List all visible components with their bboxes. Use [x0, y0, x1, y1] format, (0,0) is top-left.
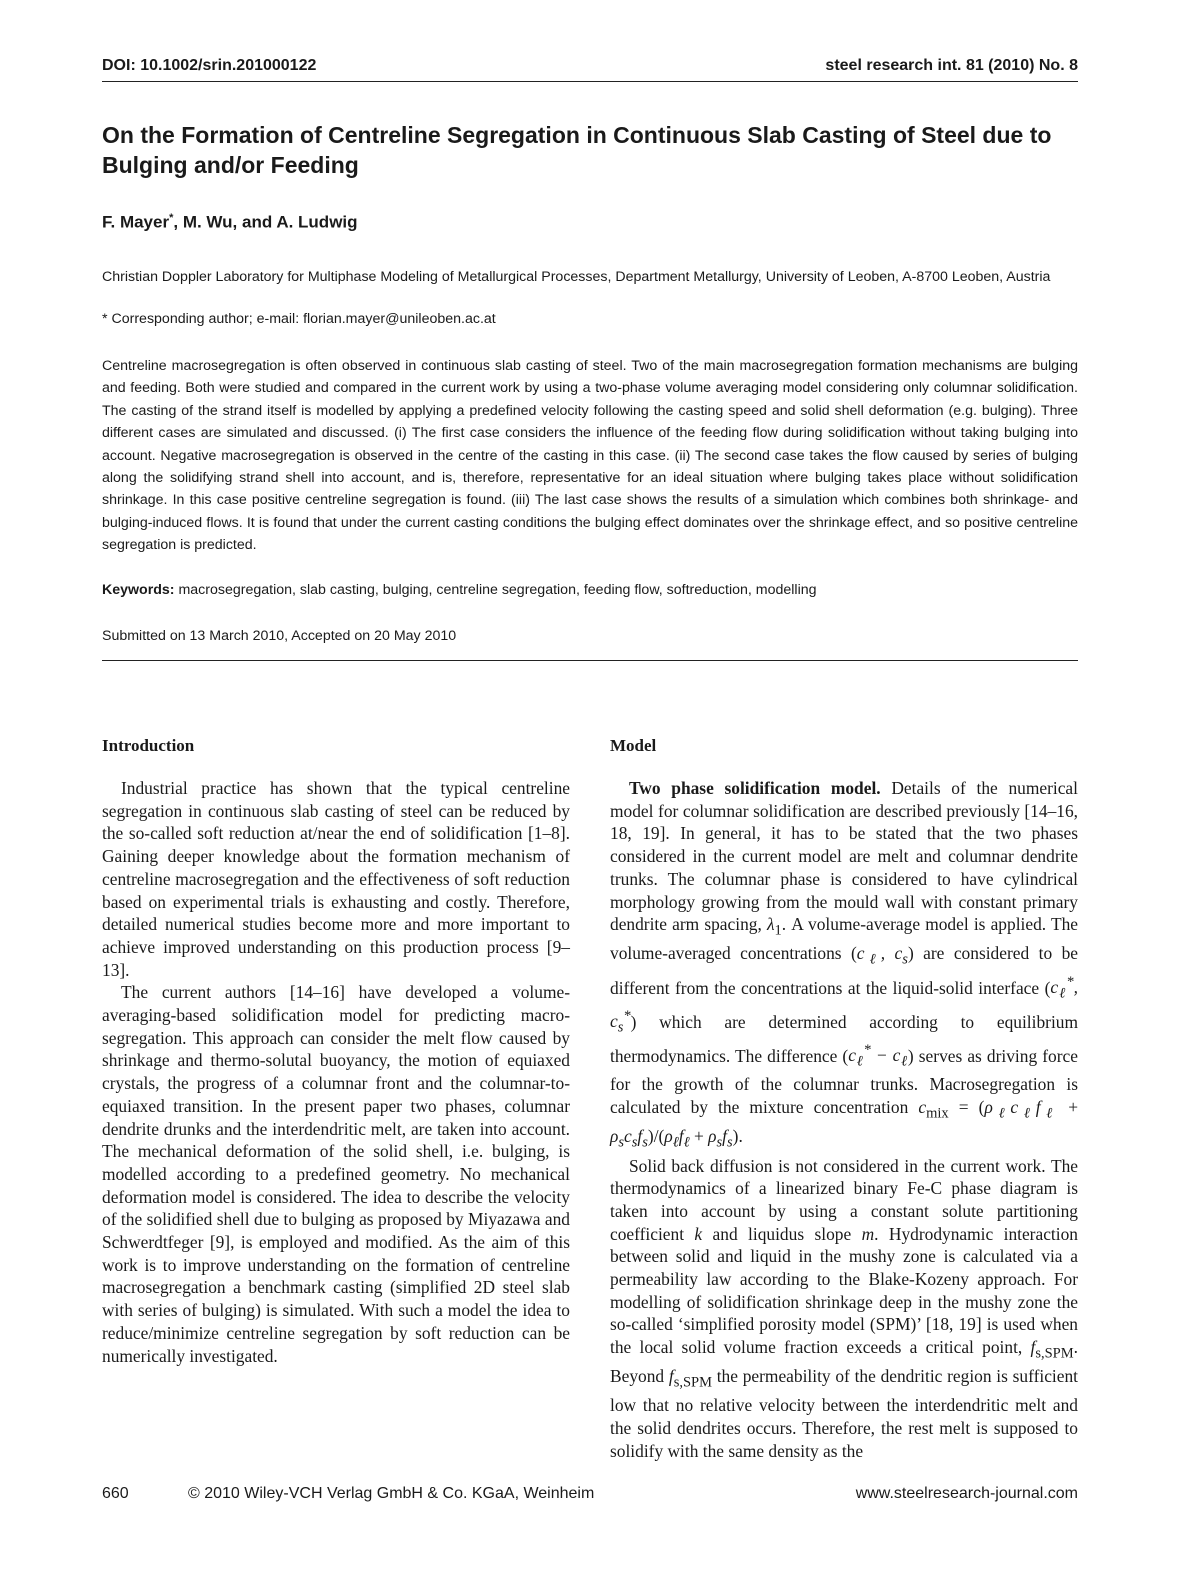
model-heading: Model	[610, 736, 657, 755]
formula-concentrations: $c_\ell$, $c_s$	[856, 943, 908, 968]
model-text: and liquidus slope	[702, 1223, 862, 1244]
doi: DOI: 10.1002/srin.201000122	[102, 57, 317, 74]
symbol-fs-spm: f	[1030, 1337, 1036, 1358]
model-paragraph-2: Solid back diffusion is not considered in the current work. The thermodynamics of a linearized binary Fe-C phase diagram is taken into account by using a constant solute partitioning coefficient k and liquidus slope m. Hydrodynamic interaction between solid and liquid in the mushy zone is calculated via a permeability law according to the Blake-Kozeny approach. For modelling of solidification shrinkage deep in the mushy zone the so-called ‘simplified porosity model (SPM)’ [18, 19] is used when the local solid volume fraction exceeds a critical point, $f_{s,SPM}$. Beyond $f_{s,SPM}$ the permeability of the dendritic region is sufficient low that no relative velocity between the interdendritic melt and the solid dendrites occurs. Therefore, the rest melt is supposed to solidify with the same density as the	[610, 1155, 1078, 1461]
corresponding-mark: *	[169, 212, 174, 224]
keywords-text: macrosegregation, slab casting, bulging, centreline segregation, feeding flow, softreduction, modelling	[174, 582, 817, 598]
lambda-symbol: λ	[766, 914, 775, 935]
model-text: ) which are determined according to equilibrium thermodynamics. The difference (	[610, 1011, 1078, 1066]
formula-mixture-concentration: c	[918, 1097, 927, 1118]
journal-citation: steel research int. 81 (2010) No. 8	[825, 57, 1078, 74]
first-author: F. Mayer	[102, 212, 170, 232]
symbol-k: k	[694, 1223, 703, 1244]
left-column	[102, 735, 570, 1367]
running-header	[102, 57, 1078, 82]
corresponding-author: * Corresponding author; e-mail: florian.mayer@unileoben.ac.at	[102, 311, 496, 327]
model-text: .	[738, 1126, 743, 1147]
model-text: the permeability of the dendritic region is sufficient low that no relative velocity between the interdendritic melt and the solid dendrites occurs. Therefore, the rest melt is supposed to solidify with the same density as the	[610, 1366, 1078, 1461]
introduction-paragraph-2: The current authors [14–16] have developed a volume-averaging-based solidification model for predicting macro-segregation. This approach can consider the melt flow caused by shrinkage and thermo-solutal buoyancy, the motion of equiaxed crystals, the progress of a columnar front and the columnar-to-equiaxed transition. In the present paper two phases, columnar dendrite drunks and the interdendritic melt, are taken into account. The mechanical deformation of the solid shell, i.e. bulging, is modelled according to a predefined geometry. No mechanical deformation model is considered. The idea to describe the velocity of the solidified shell due to bulging as proposed by Miyazawa and Schwerdtfeger [9], is employed and modified. As the aim of this work is to improve understanding on the formation of centreline macrosegregation a benchmark casting (simplified 2D steel slab with series of bulging) is simulated. With such a model the idea to reduce/minimize centreline segregation by soft reduction can be numerically investigated.	[102, 982, 570, 1366]
model-text: . Hydrodynamic interaction between solid and liquid in the mushy zone is calculated via a permeability law according to the Blake-Kozeny approach. For modelling of solidification shrinkage deep in the mushy zone the so-called ‘simplified porosity model (SPM)’ [18, 19] is used when the local solid volume fraction exceeds a critical point,	[610, 1223, 1078, 1358]
other-authors: , M. Wu, and A. Ludwig	[173, 212, 358, 232]
symbol-m: m	[861, 1223, 875, 1244]
keywords-label: Keywords:	[102, 582, 175, 598]
introduction-heading: Introduction	[102, 736, 195, 755]
right-column	[610, 735, 1078, 1463]
model-text: . Beyond	[610, 1337, 1078, 1387]
introduction-paragraph-1: Industrial practice has shown that the typical centreline segregation in continuous slab casting of steel can be reduced by the so-called soft reduction at/near the end of solidification [1–8]. Gaining deeper knowledge about the formation mechanism of centreline macrosegregation and the effectiveness of soft reduction based on experimental trials is exhausting and costly. Therefore, detailed numerical studies become more and more important to achieve improved understanding on this production process [9–13].	[102, 778, 570, 980]
abstract: Centreline macrosegregation is often observed in continuous slab casting of steel. Two of the main macrosegregation formation mechanisms are bulging and feeding. Both were studied and compared in the current work by using a two-phase volume averaging model considering only columnar solidification. The casting of the strand itself is modelled by applying a predefined velocity following the casting speed and solid shell deformation (e.g. bulging). Three different cases are simulated and discussed. (i) The first case considers the influence of the feeding flow during solidification without taking bulging into account. Negative macrosegregation is observed in the centre of the casting in this case. (ii) The second case takes the flow caused by series of bulging along the solidifying strand shell into account, and is, therefore, representative for an ideal situation where bulging takes place without solidification shrinkage. In this case positive centreline segregation is found. (iii) The last case shows the results of a simulation which combines both shrinkage- and bulging-induced flows. It is found that under the current casting conditions the bulging effect dominates over the shrinkage effect, and so positive centreline segregation is predicted.	[102, 358, 1078, 554]
author-list	[102, 212, 358, 233]
keywords	[102, 582, 1078, 598]
lambda-subscript: 1	[774, 922, 782, 939]
section-divider	[102, 660, 1078, 661]
paper-title: On the Formation of Centreline Segregation in Continuous Slab Casting of Steel due to Bulging and/or Feeding	[102, 122, 1052, 178]
symbol-fs-spm: f	[668, 1366, 674, 1387]
model-text: ) are considered to be different from the concentrations at the liquid-solid interface (	[610, 943, 1078, 998]
model-paragraph-1: Two phase solidification model. Details of the numerical model for columnar solidification are described previously [14–16, 18, 19]. In general, it has to be stated that the two phases considered in the current model are melt and columnar dendrite trunks. The columnar phase is considered to have cylindrical morphology growing from the mould wall with constant primary dendrite arm spacing, $\lambda_1$. A volume-average model is applied. The volume-averaged concentrations ($c_\ell$, $c_s$) are considered to be different from the concentrations at the liquid-solid interface ($c_\ell^*$, $c_s^*$) which are determined according to equilibrium thermodynamics. The difference $(c_\ell^* - c_\ell)$ serves as driving force for the growth of the columnar trunks. Macrosegregation is calculated by the mixture concentration $c_{mix} = (\rho_\ell c_\ell f_\ell + \rho_sc_sf_s)/(\rho_\ell f_\ell + \rho_sf_s)$.	[610, 778, 1079, 1151]
model-text: Solid back diffusion is not considered in the current work. The thermodynamics of a linearized binary Fe-C phase diagram is taken into account by using a constant solute partitioning coefficient	[610, 1155, 1078, 1244]
submission-dates: Submitted on 13 March 2010, Accepted on 20 May 2010	[102, 628, 457, 644]
runin-heading: Two phase solidification model.	[629, 778, 881, 798]
affiliation: Christian Doppler Laboratory for Multiphase Modeling of Metallurgical Processes, Department Metallurgy, University of Leoben, A-8700 Leoben, Austria	[102, 269, 1051, 285]
formula-difference: $c_\ell^* - c_\ell$	[848, 1042, 908, 1070]
page-number: 660	[102, 1485, 129, 1502]
journal-website-link[interactable]: www.steelresearch-journal.com	[855, 1485, 1078, 1502]
model-text: Details of the numerical model for columnar solidification are described previously [14–16, 18, 19]. In general, it has to be stated that the two phases considered in the current model are melt and columnar dendrite trunks. The columnar phase is considered to have cylindrical morphology growing from the mould wall with constant primary dendrite arm spacing,	[610, 778, 1078, 935]
model-text: . A volume-average model is applied. The volume-averaged concentrations (	[610, 914, 1078, 964]
formula-interface-concentrations: $c_\ell^*$, $c_s^*$	[610, 974, 1079, 1036]
copyright: © 2010 Wiley-VCH Verlag GmbH & Co. KGaA, Weinheim	[188, 1485, 595, 1502]
model-text: ) serves as driving force for the growth of the columnar trunks. Macrosegregation is calculated by the mixture concentration	[610, 1045, 1078, 1118]
